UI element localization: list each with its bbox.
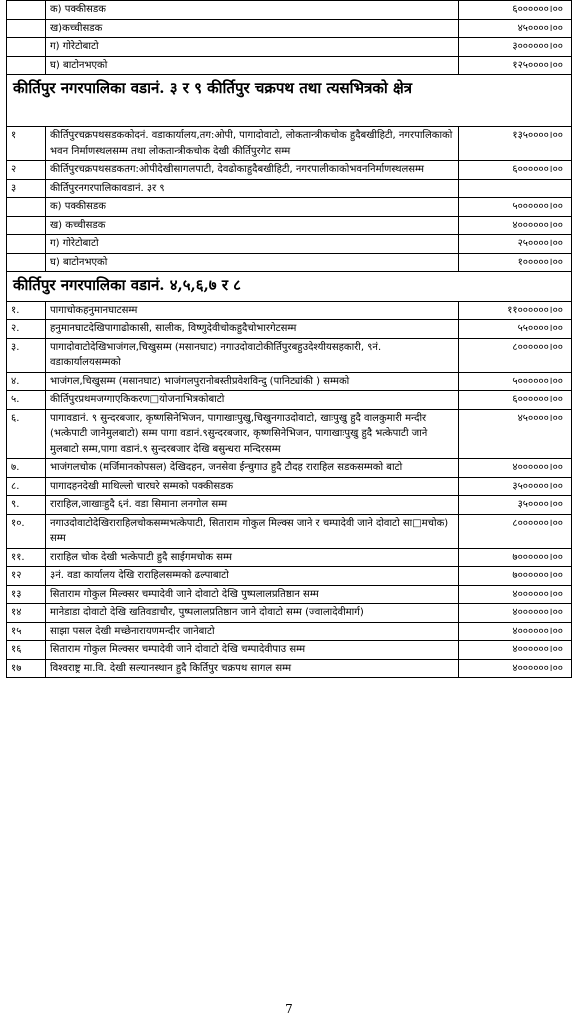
table-row — [7, 56, 572, 75]
row-description: क) पक्कीसडक — [46, 198, 459, 217]
row-description: ग) गोरेटोबाटो — [46, 235, 459, 254]
row-number: ७. — [7, 459, 46, 478]
row-number: ११. — [7, 548, 46, 567]
row-amount: २५००००।०० — [459, 235, 572, 254]
row-amount: ३००००००।०० — [459, 38, 572, 57]
row-amount: १३५००००।०० — [459, 127, 572, 161]
row-description: पागाचोकहनुमानघाटसम्म — [46, 301, 459, 320]
row-description: सिताराम गोकुल मिल्क्सर चम्पादेवी जाने दोवाटो देखि चम्पादेवीपाउ सम्म — [46, 641, 459, 660]
row-description: पागादहनदेखी माथिल्लो चारघरे सम्मको पक्कीसडक — [46, 477, 459, 496]
row-description: कीर्तिपुरप्रथमजग्गाएकिकरण□योजनाभित्रकोबाटो — [46, 391, 459, 410]
table-row — [7, 372, 572, 391]
row-amount: ४५००००।०० — [459, 409, 572, 459]
table-row — [7, 604, 572, 623]
row-amount: ४००००००।०० — [459, 459, 572, 478]
row-number: ३ — [7, 179, 46, 198]
row-number: १२ — [7, 567, 46, 586]
table-row — [7, 19, 572, 38]
row-number: १५ — [7, 622, 46, 641]
row-amount: ७००००००।०० — [459, 548, 572, 567]
row-description: ख)कच्चीसडक — [46, 19, 459, 38]
row-description: कीर्तिपुरनगरपालिकावडानं. ३र ९ — [46, 179, 459, 198]
row-amount: ५००००००।०० — [459, 372, 572, 391]
row-description: हनुमानघाटदेखिपागाढोकासी, सालीक, विष्णुदेवीचोकहुदैचोभारगेटसम्म — [46, 320, 459, 339]
row-amount: ४००००००।०० — [459, 659, 572, 678]
row-description: क) पक्कीसडक — [46, 1, 459, 20]
table-row — [7, 409, 572, 459]
row-description: सिताराम गोकुल मिल्क्सर चम्पादेवी जाने दोवाटो देखि पुष्पलालप्रतिष्ठान सम्म — [46, 585, 459, 604]
row-description: घ) बाटोनभएको — [46, 56, 459, 75]
row-number: २ — [7, 161, 46, 180]
row-number: १३ — [7, 585, 46, 604]
table-row — [7, 659, 572, 678]
table-row — [7, 459, 572, 478]
table-row — [7, 179, 572, 198]
table-row — [7, 477, 572, 496]
row-description: घ) बाटोनभएको — [46, 253, 459, 272]
row-amount: ६००००००।०० — [459, 391, 572, 410]
row-number — [7, 1, 46, 20]
row-description: पागावडानं. ९ सुन्दरबजार, कृष्णसिनेभिजन, पागाखाःपुखु,चिखुनगाउदोवाटो, खाःपुखु हुदै वालकुमारी मन्दीर (भत्केपाटी जानेमुलबाटो) सम्म पागा वडानं.९सुन्दरबजार, कृष्णसिनेभिजन, पागाखाःपुखु हुदै भत्केपाटी जाने मुलबाटो सम्म,पागा वडानं.९ सुन्दरबजार देखि बसुन्धरा मन्दिरसम्म — [46, 409, 459, 459]
row-amount: ११००००००।०० — [459, 301, 572, 320]
row-amount: ४००००००।०० — [459, 216, 572, 235]
row-number: ६. — [7, 409, 46, 459]
row-number: १ — [7, 127, 46, 161]
table-row — [7, 161, 572, 180]
row-amount: ८००००००।०० — [459, 514, 572, 548]
row-description: ख) कच्चीसडक — [46, 216, 459, 235]
row-number — [7, 253, 46, 272]
row-number — [7, 19, 46, 38]
table-row — [7, 514, 572, 548]
budget-table-page — [6, 0, 572, 678]
table-row — [7, 496, 572, 515]
row-amount: ६००००००।०० — [459, 161, 572, 180]
table-row — [7, 127, 572, 161]
row-amount: ८००००००।०० — [459, 338, 572, 372]
table-row — [7, 235, 572, 254]
row-amount: १०००००।०० — [459, 253, 572, 272]
table-row — [7, 567, 572, 586]
table-row — [7, 198, 572, 217]
row-description: ३नं. वडा कार्यालय देखि राराहिलसम्मको ढल्पाबाटो — [46, 567, 459, 586]
table-row — [7, 548, 572, 567]
row-number — [7, 216, 46, 235]
section-ward-3-9-rows — [7, 127, 572, 272]
row-amount: ४००००००।०० — [459, 604, 572, 623]
row-description: पागादोवाटोदेखिभाजंगल,चिखुसम्म (मसानघाट) नगाउदोवाटोकीर्तिपुरबहुउदेश्यीयसहकारी, ९नं. वडाकार्यालयसम्मको — [46, 338, 459, 372]
row-description: कीर्तिपुरचक्रपथसडकतग:ओपीदेखीसागलपाटी, देवढोकाहुदैबखीहिटी, नगरपालीकाकोभवननिर्माणस्थलसम्म — [46, 161, 459, 180]
row-number — [7, 38, 46, 57]
page-number: 7 — [285, 1002, 293, 1016]
table-row — [7, 641, 572, 660]
row-amount: ४००००००।०० — [459, 622, 572, 641]
section-heading-ward-4-8: कीर्तिपुर नगरपालिका वडानं. ४,५,६,७ र ८ — [7, 272, 572, 302]
section-ward-3-9 — [7, 75, 572, 127]
section-ward-4-8 — [7, 272, 572, 302]
section-heading-row — [7, 272, 572, 302]
row-number: १६ — [7, 641, 46, 660]
section-top-rows — [7, 1, 572, 75]
row-description: कीर्तिपुरचक्रपथसडककोदनं. वडाकार्यालय,तग:ओपी, पागादोवाटो, लोकतान्त्रीकचोक हुदैबखीहिटी, नगरपालिकाको भवन निर्माणस्थलसम्म तथा लोकतान्त्रीकचोक देखी कीर्तिपुरगेट सम्म — [46, 127, 459, 161]
table-row — [7, 301, 572, 320]
table-row — [7, 253, 572, 272]
row-number — [7, 56, 46, 75]
row-amount — [459, 179, 572, 198]
row-number: १४ — [7, 604, 46, 623]
row-amount: ३५००००।०० — [459, 496, 572, 515]
table-row — [7, 216, 572, 235]
row-description: राराहिल चोक देखी भत्केपाटी हुदै साईगमचोक सम्म — [46, 548, 459, 567]
section-ward-4-8-rows — [7, 301, 572, 678]
table-row — [7, 38, 572, 57]
row-number: ५. — [7, 391, 46, 410]
section-heading-row — [7, 75, 572, 127]
row-amount: ३५०००००।०० — [459, 477, 572, 496]
row-number — [7, 198, 46, 217]
row-number: ३. — [7, 338, 46, 372]
row-amount: ७००००००।०० — [459, 567, 572, 586]
table-row — [7, 622, 572, 641]
row-number: ८. — [7, 477, 46, 496]
table-row — [7, 391, 572, 410]
row-number: १०. — [7, 514, 46, 548]
row-description: भाजंगलचोक (मर्जिमानकोपसल) देखिदहन, जनसेवा ईन्चुगाउ हुदै टौदह राराहिल सडकसम्मको बाटो — [46, 459, 459, 478]
section-heading-ward-3-9: कीर्तिपुर नगरपालिका वडानं. ३ र ९ कीर्तिपुर चक्रपथ तथा त्यसभित्रको क्षेत्र — [7, 75, 572, 127]
row-description: मानेडाडा दोवाटो देखि खतिवडाचौर, पुष्पलालप्रतिष्ठान जाने दोवाटो सम्म (ज्वालादेवीमार्ग) — [46, 604, 459, 623]
row-amount: ४५००००।०० — [459, 19, 572, 38]
row-amount: ६००००००।०० — [459, 1, 572, 20]
table-row — [7, 1, 572, 20]
table-row — [7, 338, 572, 372]
row-description: साझा पसल देखी मच्छेनारायणमन्दीर जानेबाटो — [46, 622, 459, 641]
row-description: नगाउदोवाटोदेखिराराहिलचोकसम्मभत्केपाटी, सिताराम गोकुल मिल्क्स जाने र चम्पादेवी जाने दोवाटो सा□मचोक) सम्म — [46, 514, 459, 548]
row-description: राराहिल,जाखाःहुदै ६नं. वडा सिमाना लनगोल सम्म — [46, 496, 459, 515]
row-amount: ५००००००।०० — [459, 198, 572, 217]
row-number: १. — [7, 301, 46, 320]
row-amount: १२५००००।०० — [459, 56, 572, 75]
row-description: ग) गोरेटोबाटो — [46, 38, 459, 57]
budget-table — [6, 0, 572, 678]
row-description: विश्वराष्ट्र मा.वि. देखी सल्यानस्थान हुदै किर्तिपुर चक्रपथ सागल सम्म — [46, 659, 459, 678]
table-row — [7, 585, 572, 604]
table-row — [7, 320, 572, 339]
row-amount: ४००००००।०० — [459, 641, 572, 660]
row-number: १७ — [7, 659, 46, 678]
row-amount: ४००००००।०० — [459, 585, 572, 604]
row-number — [7, 235, 46, 254]
row-amount: ५५००००।०० — [459, 320, 572, 339]
row-description: भाजंगल,चिखुसम्म (मसानघाट) भाजंगलपुरानोबस्तीप्रवेशविन्दु (पानिट्यांकी ) सम्मको — [46, 372, 459, 391]
row-number: २. — [7, 320, 46, 339]
row-number: ९. — [7, 496, 46, 515]
row-number: ४. — [7, 372, 46, 391]
